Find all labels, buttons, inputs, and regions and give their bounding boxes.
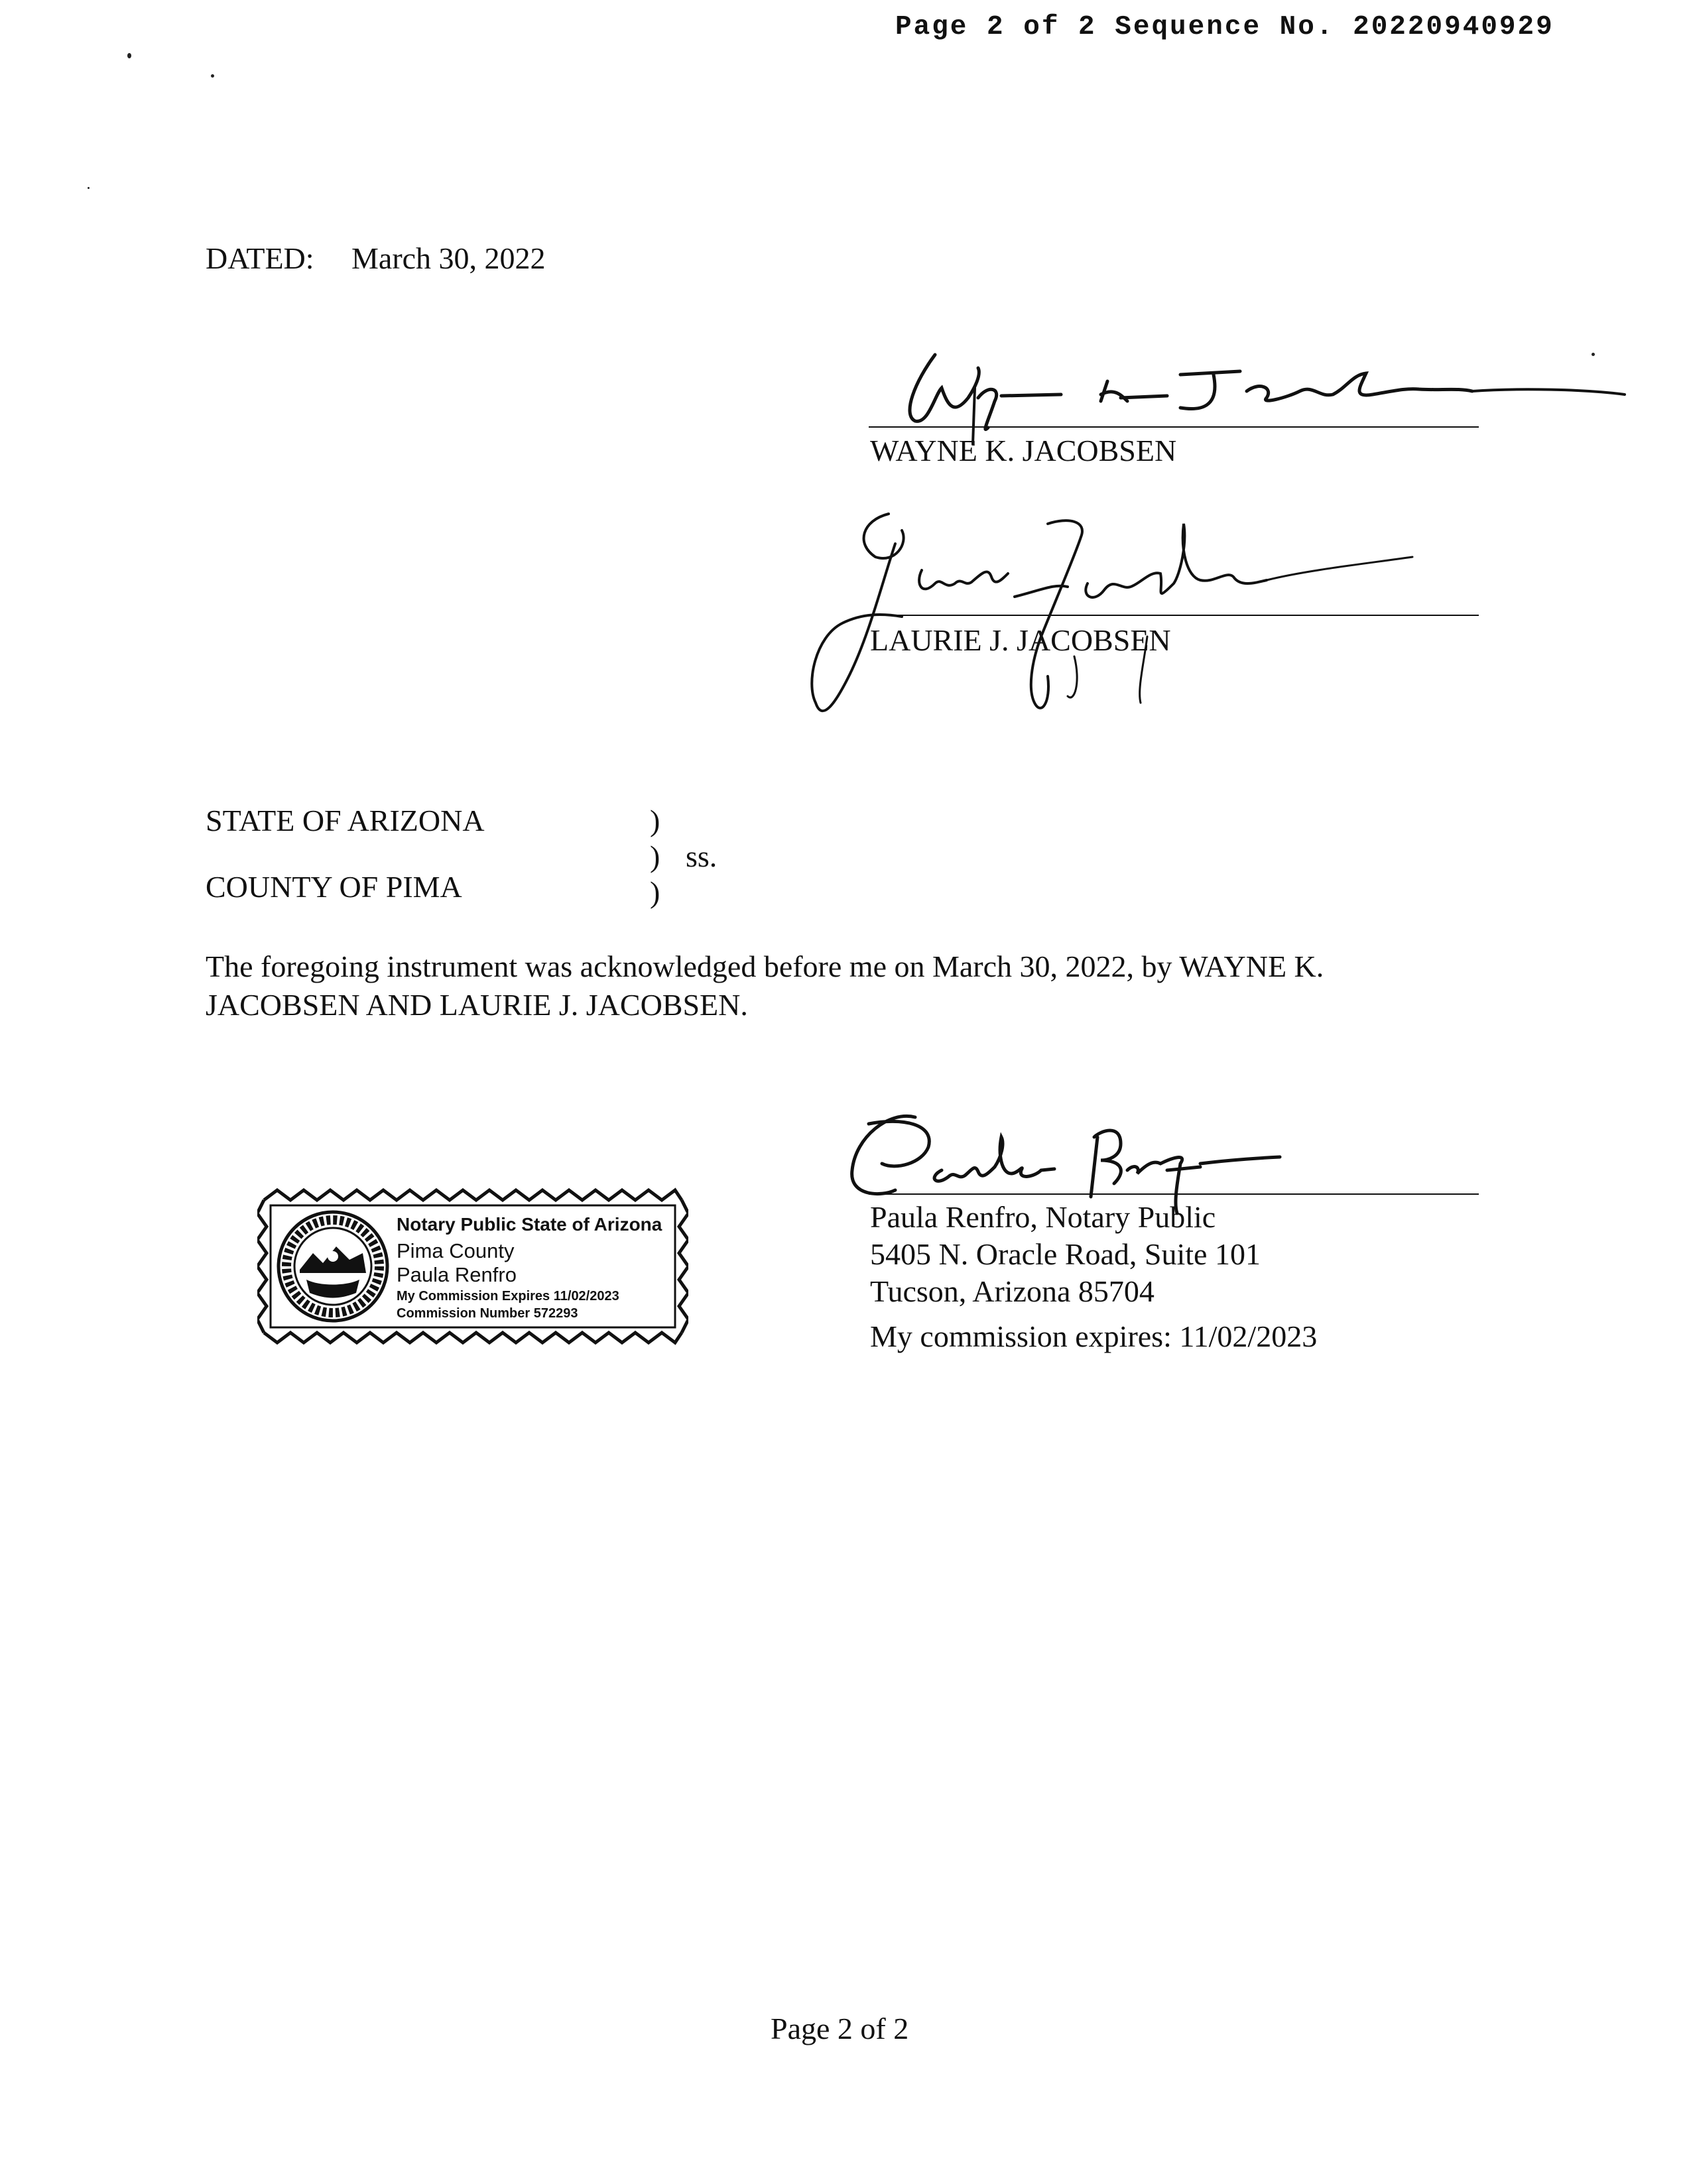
signature-line-laurie: [869, 615, 1479, 616]
sequence-header: Page 2 of 2 Sequence No. 20220940929: [895, 12, 1554, 42]
acknowledgment-line-2: JACOBSEN AND LAURIE J. JACOBSEN.: [206, 988, 748, 1022]
notary-commission: My commission expires: 11/02/2023: [870, 1319, 1318, 1353]
notary-name-title: Paula Renfro, Notary Public: [870, 1200, 1216, 1234]
page-footer: Page 2 of 2: [771, 2012, 909, 2045]
dated-label: DATED:: [206, 241, 314, 275]
arizona-seal-icon: [273, 1207, 393, 1326]
signature-line-notary: [869, 1193, 1479, 1195]
notary-address-2: Tucson, Arizona 85704: [870, 1274, 1155, 1308]
notary-address-1: 5405 N. Oracle Road, Suite 101: [870, 1237, 1261, 1271]
seal-line-1: Notary Public State of Arizona: [397, 1214, 662, 1235]
signature-laurie: [802, 504, 1552, 729]
seal-line-5: Commission Number 572293: [397, 1306, 578, 1321]
signatory-name-laurie: LAURIE J. JACOBSEN: [870, 623, 1171, 657]
venue-ss: ss.: [686, 839, 718, 873]
scan-speck: [127, 53, 131, 58]
venue-paren-mid: ): [650, 839, 660, 873]
dated-value: March 30, 2022: [351, 241, 546, 275]
signature-line-wayne: [869, 426, 1479, 428]
venue-paren-top: ): [650, 804, 660, 837]
seal-line-4: My Commission Expires 11/02/2023: [397, 1289, 619, 1304]
venue-paren-bottom: ): [650, 875, 660, 909]
signatory-name-wayne: WAYNE K. JACOBSEN: [870, 434, 1177, 467]
seal-line-3: Paula Renfro: [397, 1263, 517, 1286]
seal-line-2: Pima County: [397, 1239, 515, 1262]
notary-seal-stamp: [257, 1187, 688, 1346]
scan-speck: [88, 187, 90, 189]
acknowledgment-line-1: The foregoing instrument was acknowledged before me on March 30, 2022, by WAYNE K.: [206, 949, 1324, 983]
scan-speck: [211, 74, 214, 78]
venue-state: STATE OF ARIZONA: [206, 804, 485, 837]
venue-county: COUNTY OF PIMA: [206, 870, 462, 904]
